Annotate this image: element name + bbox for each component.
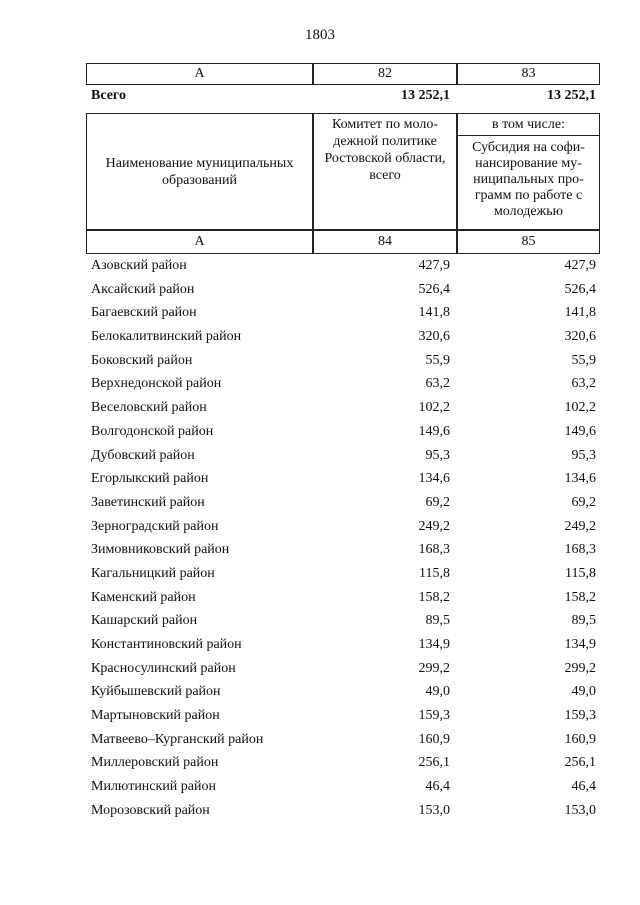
row-value-col2: 149,6 [418, 423, 450, 439]
row-value-col3: 46,4 [571, 779, 596, 795]
row-value-col2: 115,8 [419, 565, 450, 581]
row-value-col2: 256,1 [418, 755, 450, 771]
row-value-col2: 249,2 [418, 518, 450, 534]
row-name: Зерноградский район [91, 518, 219, 534]
row-value-col3: 115,8 [565, 565, 596, 581]
row-value-col3: 134,9 [564, 637, 596, 652]
header-col3-line4: грамм по работе с [474, 188, 583, 203]
row-name: Матвеево–Курганский район [91, 731, 264, 747]
table-row [0, 493, 640, 517]
data-rows [0, 256, 640, 825]
header-col3-line2: нансирование му- [475, 156, 582, 171]
row-value-col3: 256,1 [564, 755, 596, 771]
row-name: Зимовниковский район [91, 542, 230, 558]
row-value-col2: 153,0 [418, 802, 450, 818]
row-name: Миллеровский район [91, 755, 219, 771]
row-value-col3: 49,0 [571, 684, 596, 700]
row-name: Азовский район [91, 258, 187, 273]
row-value-col3: 149,6 [564, 423, 596, 439]
row-value-col3: 134,6 [564, 471, 596, 487]
row-name: Морозовский район [91, 802, 210, 818]
table-row [0, 280, 640, 304]
header-including: в том числе: [458, 114, 599, 136]
table-row [0, 446, 640, 470]
row-value-col3: 159,3 [564, 708, 596, 724]
row-name: Красносулинский район [91, 660, 236, 676]
header-col2-line3: Ростовской области, [324, 151, 446, 166]
table-row [0, 564, 640, 588]
header-subsidy-text [458, 136, 599, 220]
header-col2-line1: Комитет по моло- [332, 117, 438, 132]
row-value-col3: 141,8 [564, 305, 596, 321]
row-name: Волгодонской район [91, 423, 214, 439]
row-value-col2: 134,6 [418, 471, 450, 487]
row-name: Егорлыкский район [91, 471, 209, 487]
row-value-col3: 55,9 [571, 352, 596, 368]
row-value-col3: 249,2 [564, 518, 596, 534]
row-name: Кашарский район [91, 613, 198, 629]
table-row [0, 517, 640, 541]
row-name: Куйбышевский район [91, 684, 221, 700]
row-name: Мартыновский район [91, 708, 220, 724]
total-value-col2: 13 252,1 [401, 88, 450, 103]
row-value-col3: 299,2 [564, 660, 596, 676]
row-value-col3: 168,3 [564, 542, 596, 558]
table-row [0, 659, 640, 683]
total-value-col3: 13 252,1 [547, 88, 596, 103]
header-col1-line2: образований [162, 172, 237, 188]
column-number-col1: А [86, 230, 313, 254]
table-row [0, 374, 640, 398]
column-number-col2: 84 [313, 230, 457, 254]
header-col3-line5: молодежью [493, 204, 564, 219]
row-value-col3: 89,5 [571, 613, 596, 629]
row-value-col2: 159,3 [418, 708, 450, 724]
row-value-col2: 427,9 [418, 258, 450, 273]
row-name: Милютинский район [91, 779, 217, 795]
row-value-col2: 63,2 [425, 376, 450, 392]
row-value-col2: 46,4 [425, 779, 450, 795]
table-row [0, 706, 640, 730]
table-row [0, 422, 640, 446]
row-value-col3: 102,2 [564, 400, 596, 416]
row-value-col2: 49,0 [425, 684, 450, 700]
header-committee-total [313, 113, 457, 230]
table-row [0, 635, 640, 659]
row-name: Верхнедонской район [91, 376, 222, 392]
table-row [0, 351, 640, 375]
row-value-col3: 526,4 [564, 281, 596, 297]
row-value-col3: 160,9 [564, 731, 596, 747]
row-value-col2: 168,3 [418, 542, 450, 558]
header-col2-line4: всего [369, 168, 401, 183]
table-row [0, 801, 640, 825]
row-name: Заветинский район [91, 494, 205, 510]
table-row [0, 611, 640, 635]
row-value-col3: 69,2 [571, 494, 596, 510]
header-municipality-name [86, 113, 313, 230]
row-name: Боковский район [91, 352, 193, 368]
row-name: Каменский район [91, 589, 196, 605]
row-value-col2: 102,2 [418, 400, 450, 416]
row-value-col3: 158,2 [564, 589, 596, 605]
table-row [0, 469, 640, 493]
top-header-col3: 83 [457, 63, 600, 85]
row-value-col3: 153,0 [564, 802, 596, 818]
table-row [0, 682, 640, 706]
row-value-col3: 320,6 [564, 329, 596, 345]
row-value-col2: 320,6 [418, 329, 450, 345]
header-col3-line3: ниципальных про- [473, 172, 584, 187]
row-value-col2: 141,8 [418, 305, 450, 321]
row-name: Багаевский район [91, 305, 197, 321]
table-row [0, 730, 640, 754]
row-value-col2: 69,2 [425, 494, 450, 510]
top-header-col1: А [86, 63, 313, 85]
row-name: Аксайский район [91, 281, 195, 297]
row-name: Веселовский район [91, 400, 207, 416]
page-number: 1803 [305, 27, 335, 43]
row-value-col2: 95,3 [425, 447, 450, 463]
header-col2-line2: дежной политике [333, 134, 437, 149]
column-number-col3: 85 [457, 230, 600, 254]
row-name: Дубовский район [91, 447, 195, 463]
row-value-col3: 427,9 [564, 258, 596, 273]
row-value-col2: 299,2 [418, 660, 450, 676]
row-value-col3: 95,3 [571, 447, 596, 463]
row-name: Белокалитвинский район [91, 329, 242, 345]
row-value-col2: 158,2 [418, 589, 450, 605]
row-value-col2: 134,9 [418, 637, 450, 652]
row-name: Кагальницкий район [91, 565, 215, 581]
row-name: Константиновский район [91, 637, 242, 652]
header-col1-line1: Наименование муниципальных [105, 155, 294, 171]
header-col3-line1: Субсидия на софи- [472, 140, 585, 155]
table-row [0, 777, 640, 801]
total-label: Всего [91, 88, 126, 103]
header-subsidy [457, 113, 600, 230]
table-row [0, 303, 640, 327]
row-value-col3: 63,2 [571, 376, 596, 392]
row-value-col2: 89,5 [425, 613, 450, 629]
table-row [0, 256, 640, 280]
table-row [0, 540, 640, 564]
row-value-col2: 55,9 [425, 352, 450, 368]
table-row [0, 398, 640, 422]
table-row [0, 753, 640, 777]
top-header-col2: 82 [313, 63, 457, 85]
row-value-col2: 526,4 [418, 281, 450, 297]
table-row [0, 327, 640, 351]
table-row [0, 588, 640, 612]
row-value-col2: 160,9 [418, 731, 450, 747]
